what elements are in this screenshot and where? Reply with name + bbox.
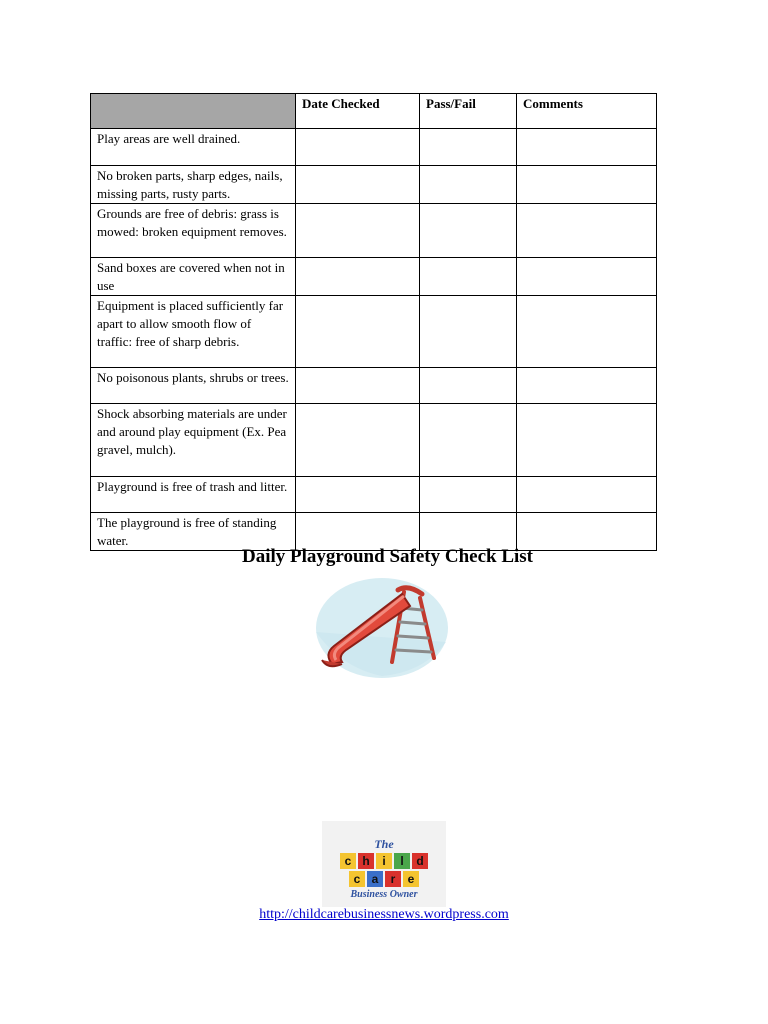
table-row <box>91 368 657 404</box>
header-row <box>91 94 657 129</box>
row-item: The playground is free of standing water. <box>91 513 296 551</box>
table-row <box>91 404 657 477</box>
logo-block: h <box>358 853 374 869</box>
row-item: Shock absorbing materials are under and around play equipment (Ex. Pea gravel, mulch). <box>91 404 296 477</box>
row-date-checked[interactable] <box>296 258 420 296</box>
website-link[interactable]: http://childcarebusinessnews.wordpress.com <box>259 907 509 922</box>
row-comments[interactable] <box>517 166 657 204</box>
row-pass-fail[interactable] <box>420 129 517 166</box>
header-item <box>91 94 296 129</box>
header-pass-fail: Pass/Fail <box>420 94 517 129</box>
row-comments[interactable] <box>517 258 657 296</box>
row-item: No broken parts, sharp edges, nails, missing parts, rusty parts. <box>91 166 296 204</box>
table-row <box>91 513 657 551</box>
row-comments[interactable] <box>517 204 657 258</box>
row-date-checked[interactable] <box>296 404 420 477</box>
row-date-checked[interactable] <box>296 368 420 404</box>
row-pass-fail[interactable] <box>420 513 517 551</box>
logo <box>322 821 446 907</box>
row-comments[interactable] <box>517 513 657 551</box>
table-row <box>91 204 657 258</box>
row-item: Grounds are free of debris: grass is mowed: broken equipment removes. <box>91 204 296 258</box>
row-comments[interactable] <box>517 477 657 513</box>
row-comments[interactable] <box>517 129 657 166</box>
slide-icon <box>312 572 452 682</box>
row-item: Play areas are well drained. <box>91 129 296 166</box>
row-item: Equipment is placed sufficiently far apart to allow smooth flow of traffic: free of sharp debris. <box>91 296 296 368</box>
logo-subtitle: Business Owner <box>350 889 418 900</box>
table-row <box>91 296 657 368</box>
logo-block: e <box>403 871 419 887</box>
row-comments[interactable] <box>517 296 657 368</box>
header-date-checked: Date Checked <box>296 94 420 129</box>
row-item: No poisonous plants, shrubs or trees. <box>91 368 296 404</box>
row-comments[interactable] <box>517 404 657 477</box>
row-date-checked[interactable] <box>296 477 420 513</box>
table-row <box>91 477 657 513</box>
row-pass-fail[interactable] <box>420 404 517 477</box>
row-comments[interactable] <box>517 368 657 404</box>
logo-the: The <box>374 837 394 851</box>
row-item: Playground is free of trash and litter. <box>91 477 296 513</box>
row-pass-fail[interactable] <box>420 204 517 258</box>
row-pass-fail[interactable] <box>420 258 517 296</box>
table-row <box>91 166 657 204</box>
row-date-checked[interactable] <box>296 129 420 166</box>
row-date-checked[interactable] <box>296 204 420 258</box>
checklist-table <box>90 93 657 551</box>
logo-block: d <box>412 853 428 869</box>
row-date-checked[interactable] <box>296 513 420 551</box>
logo-block: l <box>394 853 410 869</box>
logo-block: a <box>367 871 383 887</box>
row-date-checked[interactable] <box>296 296 420 368</box>
table-row <box>91 258 657 296</box>
table-row <box>91 129 657 166</box>
row-item: Sand boxes are covered when not in use <box>91 258 296 296</box>
logo-block: r <box>385 871 401 887</box>
row-pass-fail[interactable] <box>420 296 517 368</box>
row-pass-fail[interactable] <box>420 477 517 513</box>
logo-block: i <box>376 853 392 869</box>
row-pass-fail[interactable] <box>420 166 517 204</box>
header-comments: Comments <box>517 94 657 129</box>
logo-block: c <box>340 853 356 869</box>
row-date-checked[interactable] <box>296 166 420 204</box>
page-title: Daily Playground Safety Check List <box>241 546 533 567</box>
logo-block: c <box>349 871 365 887</box>
row-pass-fail[interactable] <box>420 368 517 404</box>
